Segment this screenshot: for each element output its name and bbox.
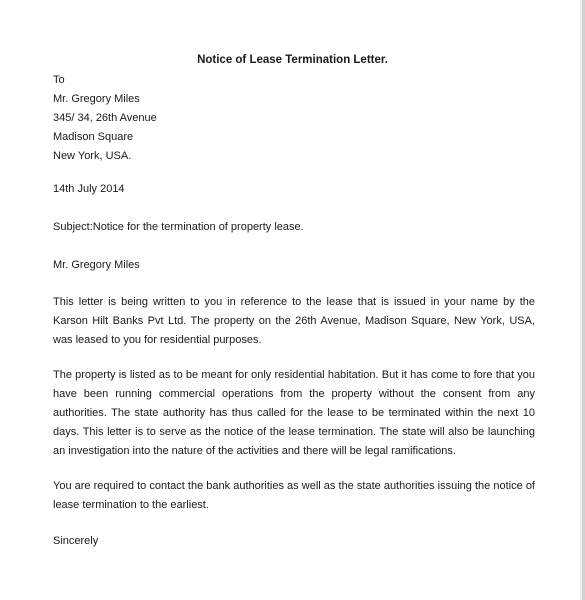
recipient-address-line3: New York, USA. bbox=[53, 150, 132, 162]
body-paragraph-3: You are required to contact the bank authorities as well as the state authorities issuing the notice of lease termination to the earliest. bbox=[53, 480, 535, 511]
recipient-to: To bbox=[53, 74, 65, 86]
letter-closing: Sincerely bbox=[53, 535, 99, 547]
recipient-name: Mr. Gregory Miles bbox=[53, 93, 140, 105]
letter-title: Notice of Lease Termination Letter. bbox=[197, 54, 388, 66]
letter-subject: Subject:Notice for the termination of property lease. bbox=[53, 221, 304, 233]
recipient-block bbox=[53, 71, 157, 166]
letter-date: 14th July 2014 bbox=[53, 183, 125, 195]
body-paragraph-1: This letter is being written to you in reference to the lease that is issued in your name by the Karson Hilt Banks Pvt Ltd. The property on the 26th Avenue, Madison Square, New York, USA, was leased to you for residential purposes. bbox=[53, 296, 535, 346]
body-paragraph-2: The property is listed as to be meant for only residential habitation. But it has come to fore that you have been running commercial operations from the property without the consent from any authorities. The state authority has thus called for the lease to be terminated within the next 10 days. This letter is to serve as the notice of the lease termination. The state will also be launching an investigation into the nature of the activities and there will be legal ramifications. bbox=[53, 369, 535, 457]
recipient-address-line1: 345/ 34, 26th Avenue bbox=[53, 112, 157, 124]
recipient-address-line2: Madison Square bbox=[53, 131, 134, 143]
letter-salutation: Mr. Gregory Miles bbox=[53, 259, 140, 271]
